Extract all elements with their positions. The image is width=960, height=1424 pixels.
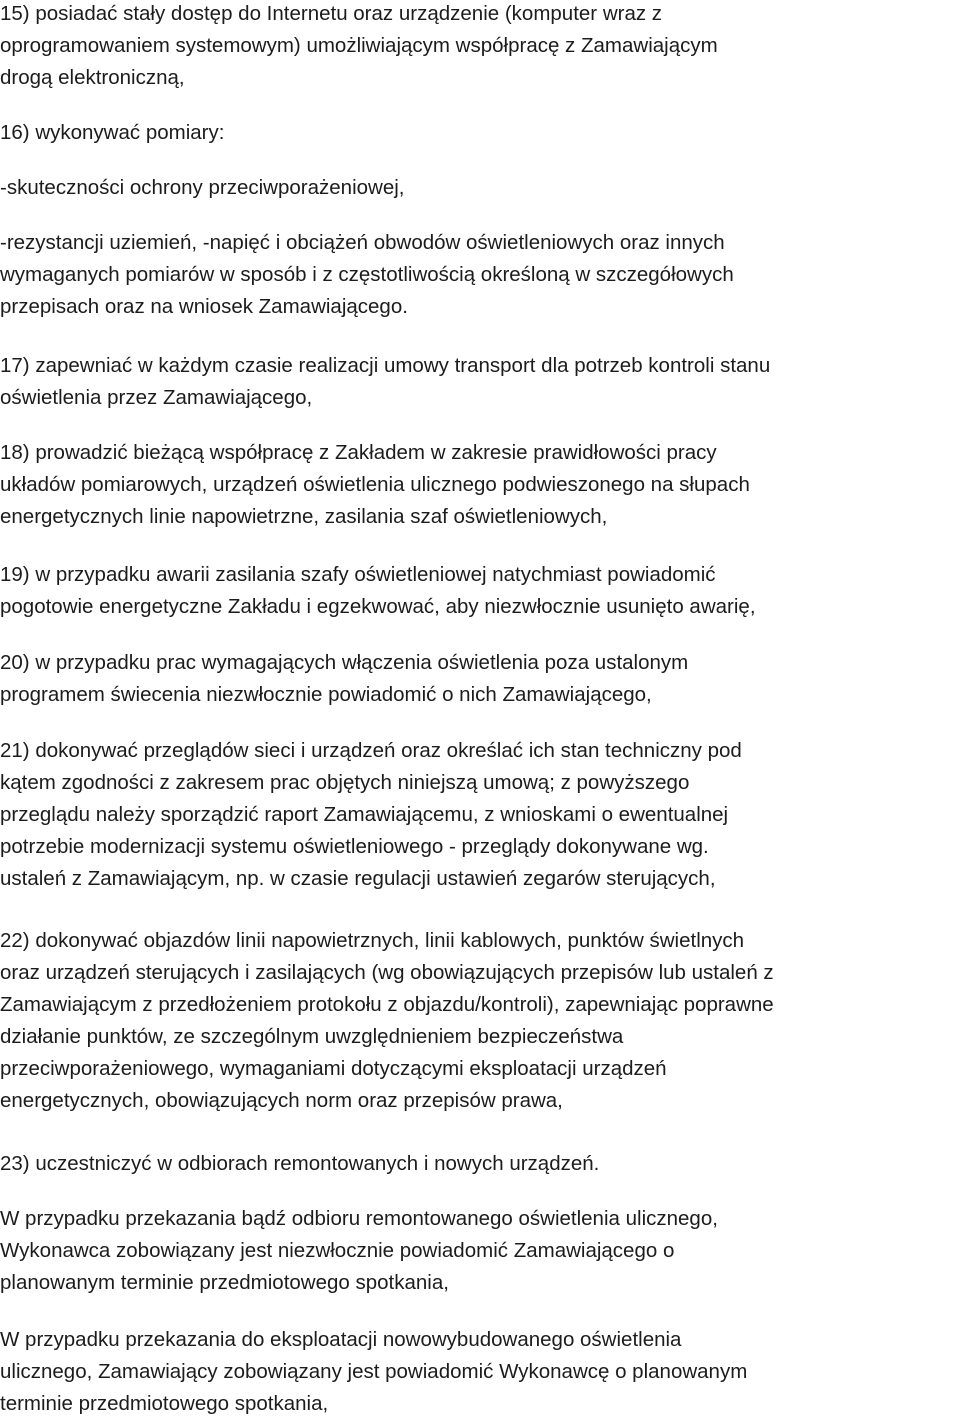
paragraph-item-23 <box>0 1148 958 1180</box>
paragraph-handover-remont <box>0 1203 958 1299</box>
text-line: 20) w przypadku prac wymagających włączenia oświetlenia poza ustalonym <box>0 651 689 674</box>
paragraph-item-18 <box>0 437 958 533</box>
text-line: oraz urządzeń sterujących i zasilających (wg obowiązujących przepisów lub ustaleń z <box>0 961 774 984</box>
text-line: Zamawiającym z przedłożeniem protokołu z objazdu/kontroli), zapewniając poprawne <box>0 993 774 1016</box>
text-line: terminie przedmiotowego spotkania, <box>0 1392 329 1415</box>
text-line: ustaleń z Zamawiającym, np. w czasie regulacji ustawień zegarów sterujących, <box>0 867 716 890</box>
text-line: działanie punktów, ze szczególnym uwzględnieniem bezpieczeństwa <box>0 1025 624 1048</box>
paragraph-item-21 <box>0 735 958 895</box>
text-line: 16) wykonywać pomiary: <box>0 121 225 144</box>
text-line: -skuteczności ochrony przeciwporażeniowej, <box>0 176 405 199</box>
text-line: planowanym terminie przedmiotowego spotkania, <box>0 1271 449 1294</box>
text-line: pogotowie energetyczne Zakładu i egzekwować, aby niezwłocznie usunięto awarię, <box>0 595 756 618</box>
paragraph-item-16-a <box>0 172 958 204</box>
paragraph-item-16-b <box>0 227 958 323</box>
text-line: -rezystancji uziemień, -napięć i obciążeń obwodów oświetleniowych oraz innych <box>0 231 725 254</box>
paragraph-item-22 <box>0 925 958 1117</box>
text-line: oprogramowaniem systemowym) umożliwiającym współpracę z Zamawiającym <box>0 34 718 57</box>
text-line: przeciwporażeniowego, wymaganiami dotyczącymi eksploatacji urządzeń <box>0 1057 667 1080</box>
paragraph-handover-new <box>0 1324 958 1420</box>
paragraph-item-16 <box>0 117 958 149</box>
text-line: ulicznego, Zamawiający zobowiązany jest powiadomić Wykonawcę o planowanym <box>0 1360 748 1383</box>
paragraph-item-20 <box>0 647 958 711</box>
text-line: kątem zgodności z zakresem prac objętych niniejszą umową; z powyższego <box>0 771 690 794</box>
text-line: układów pomiarowych, urządzeń oświetlenia ulicznego podwieszonego na słupach <box>0 473 750 496</box>
text-line: 18) prowadzić bieżącą współpracę z Zakładem w zakresie prawidłowości pracy <box>0 441 717 464</box>
paragraph-item-15 <box>0 0 958 94</box>
text-line: 22) dokonywać objazdów linii napowietrznych, linii kablowych, punktów świetlnych <box>0 929 745 952</box>
text-line: przeglądu należy sporządzić raport Zamawiającemu, z wnioskami o ewentualnej <box>0 803 729 826</box>
text-line: przepisach oraz na wniosek Zamawiającego. <box>0 295 408 318</box>
paragraph-item-19 <box>0 559 958 623</box>
text-line: programem świecenia niezwłocznie powiadomić o nich Zamawiającego, <box>0 683 652 706</box>
paragraph-item-17 <box>0 350 958 414</box>
text-line: 15) posiadać stały dostęp do Internetu oraz urządzenie (komputer wraz z <box>0 2 663 25</box>
text-line: energetycznych, obowiązujących norm oraz przepisów prawa, <box>0 1089 563 1112</box>
text-line: potrzebie modernizacji systemu oświetleniowego - przeglądy dokonywane wg. <box>0 835 709 858</box>
text-line: Wykonawca zobowiązany jest niezwłocznie powiadomić Zamawiającego o <box>0 1239 675 1262</box>
text-line: wymaganych pomiarów w sposób i z częstotliwością określoną w szczegółowych <box>0 263 734 286</box>
text-line: W przypadku przekazania do eksploatacji nowowybudowanego oświetlenia <box>0 1328 682 1351</box>
text-line: 21) dokonywać przeglądów sieci i urządzeń oraz określać ich stan techniczny pod <box>0 739 742 762</box>
text-line: drogą elektroniczną, <box>0 66 185 89</box>
text-line: 17) zapewniać w każdym czasie realizacji umowy transport dla potrzeb kontroli stanu <box>0 354 771 377</box>
text-line: W przypadku przekazania bądź odbioru remontowanego oświetlenia ulicznego, <box>0 1207 718 1230</box>
text-line: 19) w przypadku awarii zasilania szafy oświetleniowej natychmiast powiadomić <box>0 563 716 586</box>
text-line: oświetlenia przez Zamawiającego, <box>0 386 313 409</box>
text-line: energetycznych linie napowietrzne, zasilania szaf oświetleniowych, <box>0 505 608 528</box>
text-line: 23) uczestniczyć w odbiorach remontowanych i nowych urządzeń. <box>0 1152 600 1175</box>
